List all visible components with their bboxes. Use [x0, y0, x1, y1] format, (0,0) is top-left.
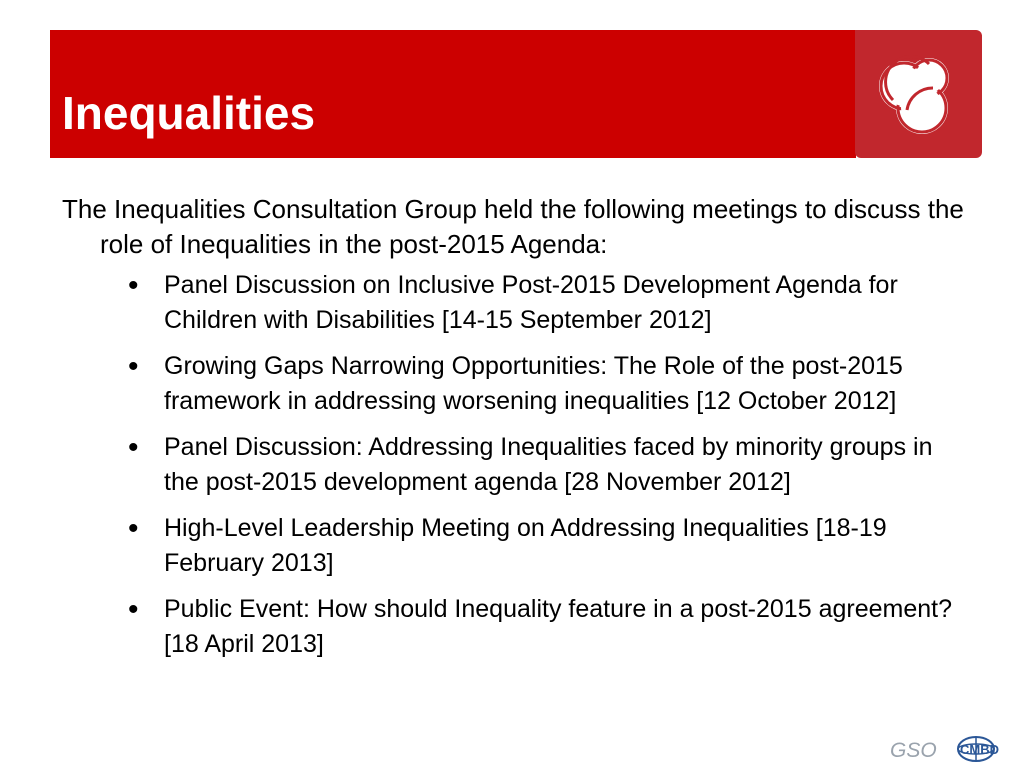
list-item	[62, 268, 964, 338]
list-item	[62, 349, 964, 419]
bullet-icon: •	[128, 593, 139, 626]
list-item-text: Panel Discussion on Inclusive Post-2015 Development Agenda for Children with Disabilities [14-15 September 2012]	[164, 271, 898, 334]
list-item-text: High-Level Leadership Meeting on Addressing Inequalities [18-19 February 2013]	[164, 514, 887, 577]
bullet-icon: •	[128, 269, 139, 302]
list-item	[62, 430, 964, 500]
page-title: Inequalities	[62, 87, 316, 139]
bullet-icon: •	[128, 431, 139, 464]
intro-text: The Inequalities Consultation Group held the following meetings to discuss the role of Inequalities in the post-2015 Agenda:	[62, 194, 964, 259]
footer-logo-text: GSO	[890, 739, 937, 762]
interlocking-circles-icon	[873, 50, 965, 138]
bullet-icon: •	[128, 350, 139, 383]
list-item-text: Public Event: How should Inequality feature in a post-2015 agreement? [18 April 2013]	[164, 595, 952, 658]
gso-cmbd-logo	[888, 732, 1020, 766]
slide-body	[62, 192, 972, 673]
list-item	[62, 592, 964, 662]
list-item	[62, 511, 964, 581]
meetings-list	[62, 268, 972, 662]
header-logo-box	[855, 30, 982, 158]
footer-logo-text-2: CMBD	[960, 742, 999, 757]
list-item-text: Growing Gaps Narrowing Opportunities: The Role of the post-2015 framework in addressing worsening inequalities [12 October 2012]	[164, 352, 903, 415]
list-item-text: Panel Discussion: Addressing Inequalities faced by minority groups in the post-2015 development agenda [28 November 2012]	[164, 433, 933, 496]
bullet-icon: •	[128, 512, 139, 545]
